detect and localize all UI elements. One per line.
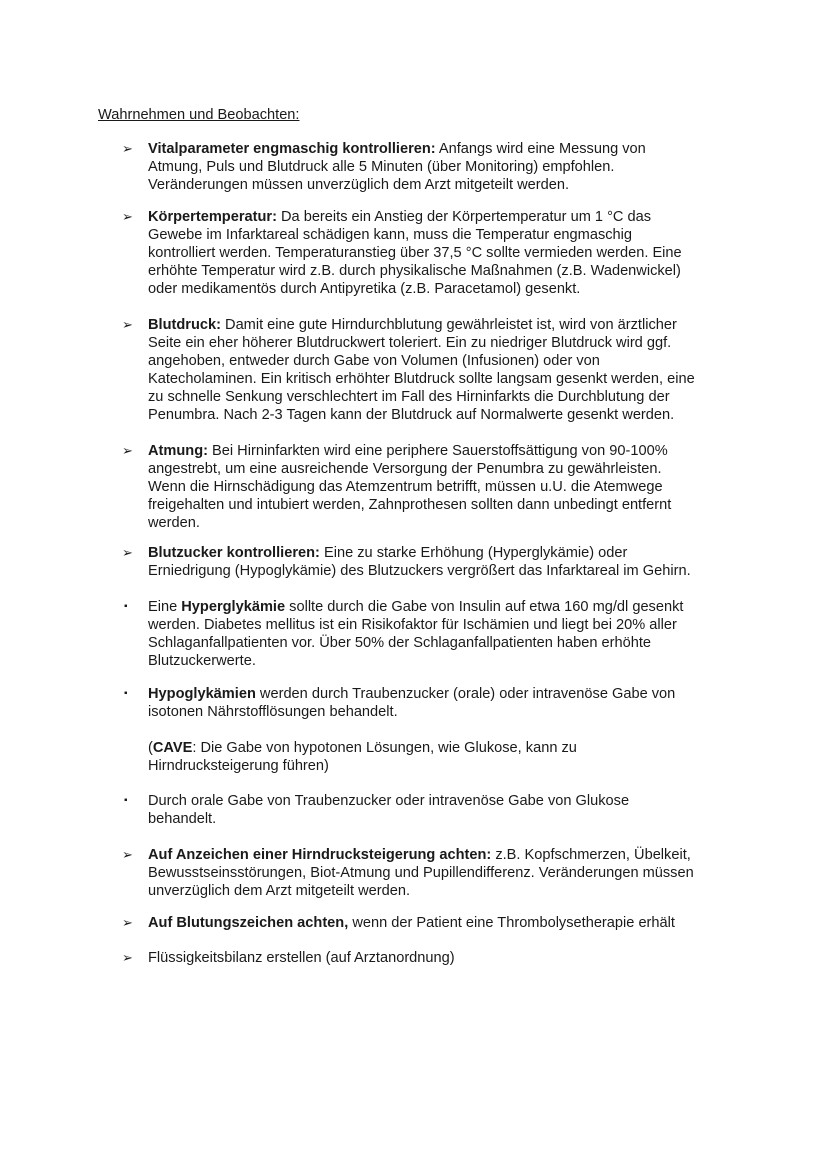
text-line: zu schnelle Senkung verschlechtert im Fall des Hirninfarkts die Durchblutung der <box>148 389 670 405</box>
text-line <box>148 208 682 226</box>
square-bullet-icon: ▪ <box>124 688 128 699</box>
text-segment: werden durch Traubenzucker (orale) oder intravenöse Gabe von <box>255 686 676 702</box>
item-text <box>148 544 691 580</box>
text-line: Penumbra. Nach 2-3 Tagen kann der Blutdruck auf Normalwerte gesenkt werden. <box>148 407 675 423</box>
text-line <box>148 949 455 967</box>
text-line <box>148 598 683 616</box>
text-segment: Eine <box>148 599 182 615</box>
text-line: Katecholaminen. Ein kritisch erhöhter Blutdruck sollte langsam gesenkt werden, eine <box>148 371 695 387</box>
arrow-bullet-icon: ➢ <box>122 317 133 332</box>
text-line <box>148 544 691 562</box>
arrow-bullet-icon: ➢ <box>122 209 133 224</box>
bold-term: Körpertemperatur: <box>148 209 277 225</box>
text-line: erhöhte Temperatur wird z.B. durch physikalische Maßnahmen (z.B. Wadenwickel) <box>148 263 681 279</box>
text-segment: sollte durch die Gabe von Insulin auf etwa 160 mg/dl gesenkt <box>285 599 684 615</box>
text-line: Gewebe im Infarktareal schädigen kann, muss die Temperatur engmaschig <box>148 227 633 243</box>
text-line: freigehalten und intubiert werden, Zahnprothesen sollten dann unbedingt entfernt <box>148 497 672 513</box>
item-text <box>148 140 646 194</box>
text-segment: Eine zu starke Erhöhung (Hyperglykämie) oder <box>319 545 628 561</box>
text-line: werden. <box>148 515 200 531</box>
arrow-bullet-icon: ➢ <box>122 141 133 156</box>
text-segment: Flüssigkeitsbilanz erstellen (auf Arztanordnung) <box>148 950 455 966</box>
bold-term: Blutdruck: <box>148 317 221 333</box>
text-line <box>148 442 671 460</box>
text-line: isotonen Nährstofflösungen behandelt. <box>148 704 398 720</box>
text-segment: Bei Hirninfarkten wird eine periphere Sauerstoffsättigung von 90-100% <box>207 443 668 459</box>
text-line: Veränderungen müssen unverzüglich dem Arzt mitgeteilt werden. <box>148 177 570 193</box>
text-segment: z.B. Kopfschmerzen, Übelkeit, <box>491 847 691 863</box>
bold-term: Hypoglykämien <box>148 686 256 702</box>
arrow-bullet-icon: ➢ <box>122 915 133 930</box>
text-segment: Anfangs wird eine Messung von <box>435 141 646 157</box>
text-line <box>148 914 675 932</box>
text-line: oder medikamentös durch Antipyretika (z.B. Paracetamol) gesenkt. <box>148 281 581 297</box>
text-line <box>148 685 675 703</box>
text-line <box>148 846 694 864</box>
text-line <box>148 739 577 757</box>
bold-term: Atmung: <box>148 443 208 459</box>
item-text <box>148 685 675 721</box>
arrow-bullet-icon: ➢ <box>122 847 133 862</box>
item-text <box>148 914 675 932</box>
text-line: Atmung, Puls und Blutdruck alle 5 Minuten (über Monitoring) empfohlen. <box>148 159 615 175</box>
text-line: Bewusstseinsstörungen, Biot-Atmung und Pupillendifferenz. Veränderungen müssen <box>148 865 694 881</box>
item-text <box>148 846 694 900</box>
text-line: werden. Diabetes mellitus ist ein Risikofaktor für Ischämien und liegt bei 20% aller <box>148 617 677 633</box>
item-text <box>148 208 682 298</box>
text-line: behandelt. <box>148 811 217 827</box>
square-bullet-icon: ▪ <box>124 795 128 806</box>
arrow-bullet-icon: ➢ <box>122 950 133 965</box>
text-segment: wenn der Patient eine Thrombolysetherapie erhält <box>348 915 675 931</box>
square-bullet-icon: ▪ <box>124 601 128 612</box>
bold-term: Vitalparameter engmaschig kontrollieren: <box>148 141 436 157</box>
section-heading: Wahrnehmen und Beobachten: <box>98 107 300 123</box>
text-line: Seite ein eher höherer Blutdruckwert toleriert. Ein zu niedriger Blutdruck wird ggf. <box>148 335 672 351</box>
bold-term: Auf Anzeichen einer Hirndrucksteigerung achten: <box>148 847 492 863</box>
item-text <box>148 949 455 967</box>
text-segment: Da bereits ein Anstieg der Körpertemperatur um 1 °C das <box>276 209 652 225</box>
text-line <box>148 792 629 810</box>
text-segment: : Die Gabe von hypotonen Lösungen, wie Glukose, kann zu <box>192 740 577 756</box>
text-line: angehoben, entweder durch Gabe von Volumen (Infusionen) oder von <box>148 353 600 369</box>
text-line <box>148 140 646 158</box>
text-segment: Damit eine gute Hirndurchblutung gewährleistet ist, wird von ärztlicher <box>220 317 677 333</box>
item-text <box>148 316 695 424</box>
text-line <box>148 316 695 334</box>
bold-term: Auf Blutungszeichen achten, <box>148 915 349 931</box>
bold-term: Hyperglykämie <box>181 599 286 615</box>
item-text <box>148 442 671 532</box>
item-text <box>148 792 629 828</box>
text-line: Wenn die Hirnschädigung das Atemzentrum betrifft, müssen u.U. die Atemwege <box>148 479 663 495</box>
text-line: unverzüglich dem Arzt mitgeteilt werden. <box>148 883 410 899</box>
item-text <box>148 598 683 670</box>
text-segment: ( <box>148 740 153 756</box>
text-segment: Durch orale Gabe von Traubenzucker oder intravenöse Gabe von Glukose <box>148 793 630 809</box>
text-line: Erniedrigung (Hypoglykämie) des Blutzuckers vergrößert das Infarktareal im Gehirn. <box>148 563 691 579</box>
bold-term: Blutzucker kontrollieren: <box>148 545 320 561</box>
text-line: angestrebt, um eine ausreichende Versorgung der Penumbra zu gewährleisten. <box>148 461 662 477</box>
text-line: Blutzuckerwerte. <box>148 653 256 669</box>
arrow-bullet-icon: ➢ <box>122 545 133 560</box>
text-line: kontrolliert werden. Temperaturanstieg über 37,5 °C sollte vermieden werden. Eine <box>148 245 682 261</box>
text-line: Schlaganfallpatienten vor. Über 50% der Schlaganfallpatienten haben erhöhte <box>148 635 652 651</box>
bold-term: CAVE <box>152 740 193 756</box>
item-text <box>148 739 577 775</box>
text-line: Hirndrucksteigerung führen) <box>148 758 329 774</box>
arrow-bullet-icon: ➢ <box>122 443 133 458</box>
